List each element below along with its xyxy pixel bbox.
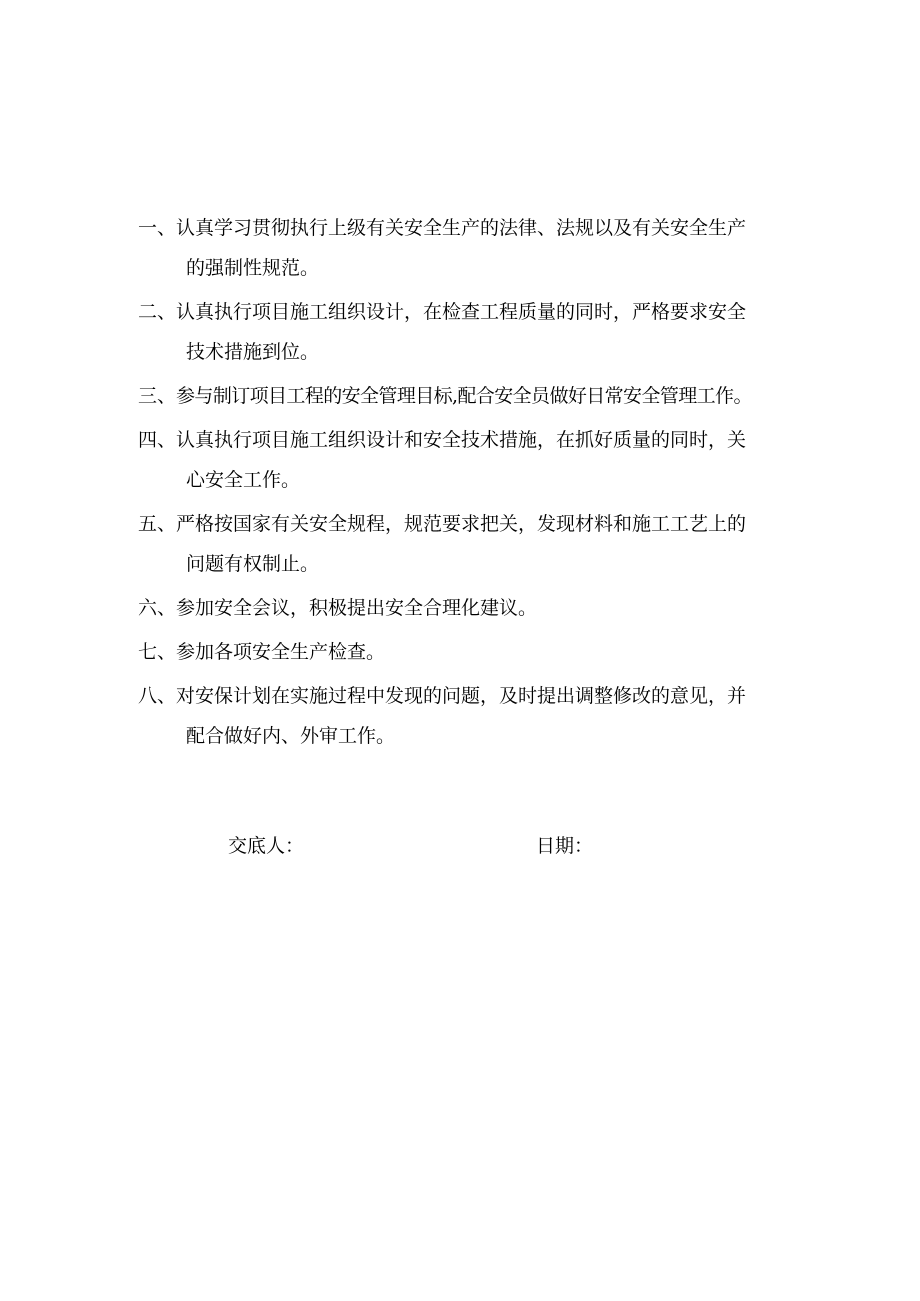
date-label: 日期：	[536, 835, 594, 857]
signature-row	[0, 826, 920, 866]
clause-6	[138, 588, 798, 628]
clause-3	[138, 376, 798, 416]
clause-number: 七、	[138, 641, 177, 663]
clause-number: 二、	[138, 301, 177, 323]
clause-text: 参加各项安全生产检查。	[176, 641, 386, 663]
clause-text: 参与制订项目工程的安全管理目标,配合安全员做好日常安全管理工作。	[176, 385, 752, 407]
clause-number: 五、	[138, 513, 177, 535]
clause-1	[138, 208, 798, 288]
clause-4	[138, 420, 798, 500]
clause-number: 一、	[138, 217, 177, 239]
clause-7	[138, 632, 798, 672]
clause-text: 对安保计划在实施过程中发现的问题，及时提出调整修改的意见，并	[176, 685, 747, 707]
clause-text: 认真执行项目施工组织设计和安全技术措施，在抓好质量的同时，关	[176, 429, 747, 451]
clause-continuation: 心安全工作。	[186, 469, 301, 491]
clause-number: 八、	[138, 685, 177, 707]
clause-continuation: 问题有权制止。	[186, 553, 320, 575]
clause-5	[138, 504, 798, 584]
clause-text: 参加安全会议，积极提出安全合理化建议。	[176, 597, 538, 619]
clause-continuation: 技术措施到位。	[186, 341, 320, 363]
clause-text: 认真执行项目施工组织设计，在检查工程质量的同时，严格要求安全	[176, 301, 747, 323]
clause-number: 四、	[138, 429, 177, 451]
clause-text: 严格按国家有关安全规程，规范要求把关，发现材料和施工工艺上的	[176, 513, 747, 535]
clause-text: 认真学习贯彻执行上级有关安全生产的法律、法规以及有关安全生产	[176, 217, 747, 239]
clause-list	[138, 208, 798, 760]
clause-continuation: 的强制性规范。	[186, 257, 320, 279]
handover-person-label: 交底人：	[228, 835, 305, 857]
clause-2	[138, 292, 798, 372]
clause-number: 六、	[138, 597, 177, 619]
clause-number: 三、	[138, 385, 177, 407]
clause-continuation: 配合做好内、外审工作。	[186, 725, 396, 747]
clause-8	[138, 676, 798, 756]
